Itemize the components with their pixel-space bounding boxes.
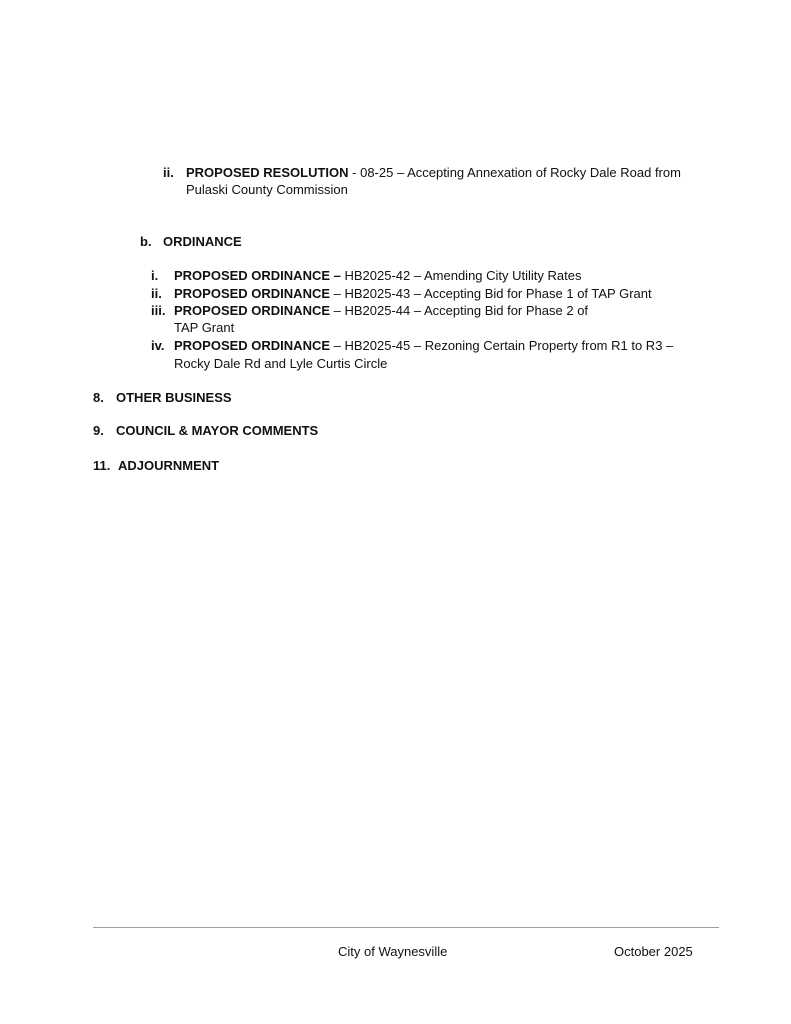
section-9-title: COUNCIL & MAYOR COMMENTS <box>116 423 319 438</box>
ordinance-marker-iii: iii. <box>151 303 166 318</box>
section-b-title: ORDINANCE <box>163 234 242 249</box>
section-b-marker: b. <box>140 234 152 249</box>
ordinance-label: PROPOSED ORDINANCE <box>174 286 331 301</box>
resolution-line-1 <box>186 164 681 181</box>
ordinance-text: – HB2025-44 – Accepting Bid for Phase 2 of <box>330 303 589 318</box>
section-11-marker: 11. <box>93 458 111 473</box>
footer-city: City of Waynesville <box>338 944 448 959</box>
ordinance-text: HB2025-42 – Amending City Utility Rates <box>340 268 582 283</box>
section-11-title: ADJOURNMENT <box>118 458 220 473</box>
resolution-line-2: Pulaski County Commission <box>186 182 348 197</box>
ordinance-item-i <box>174 267 582 284</box>
ordinance-label: PROPOSED ORDINANCE <box>174 338 331 353</box>
ordinance-text: – HB2025-43 – Accepting Bid for Phase 1 of TAP Grant <box>330 286 652 301</box>
ordinance-label: PROPOSED ORDINANCE <box>174 303 331 318</box>
ordinance-item-iv-line-2: Rocky Dale Rd and Lyle Curtis Circle <box>174 356 388 371</box>
section-8-title: OTHER BUSINESS <box>116 390 232 405</box>
ordinance-item-iv <box>174 337 673 354</box>
section-9-marker: 9. <box>93 423 104 438</box>
ordinance-label: PROPOSED ORDINANCE – <box>174 268 341 283</box>
ordinance-item-iii <box>174 302 588 319</box>
ordinance-item-iii-line-2: TAP Grant <box>174 320 235 335</box>
ordinance-text: – HB2025-45 – Rezoning Certain Property from R1 to R3 – <box>330 338 674 353</box>
section-8-marker: 8. <box>93 390 104 405</box>
ordinance-item-ii <box>174 285 652 302</box>
ordinance-marker-i: i. <box>151 268 159 283</box>
resolution-label: PROPOSED RESOLUTION <box>186 165 349 180</box>
resolution-text: - 08-25 – Accepting Annexation of Rocky Dale Road from <box>348 165 681 180</box>
resolution-marker: ii. <box>163 165 174 180</box>
footer-date: October 2025 <box>614 944 693 959</box>
ordinance-marker-iv: iv. <box>151 338 165 353</box>
footer-divider <box>93 927 719 928</box>
ordinance-marker-ii: ii. <box>151 286 162 301</box>
